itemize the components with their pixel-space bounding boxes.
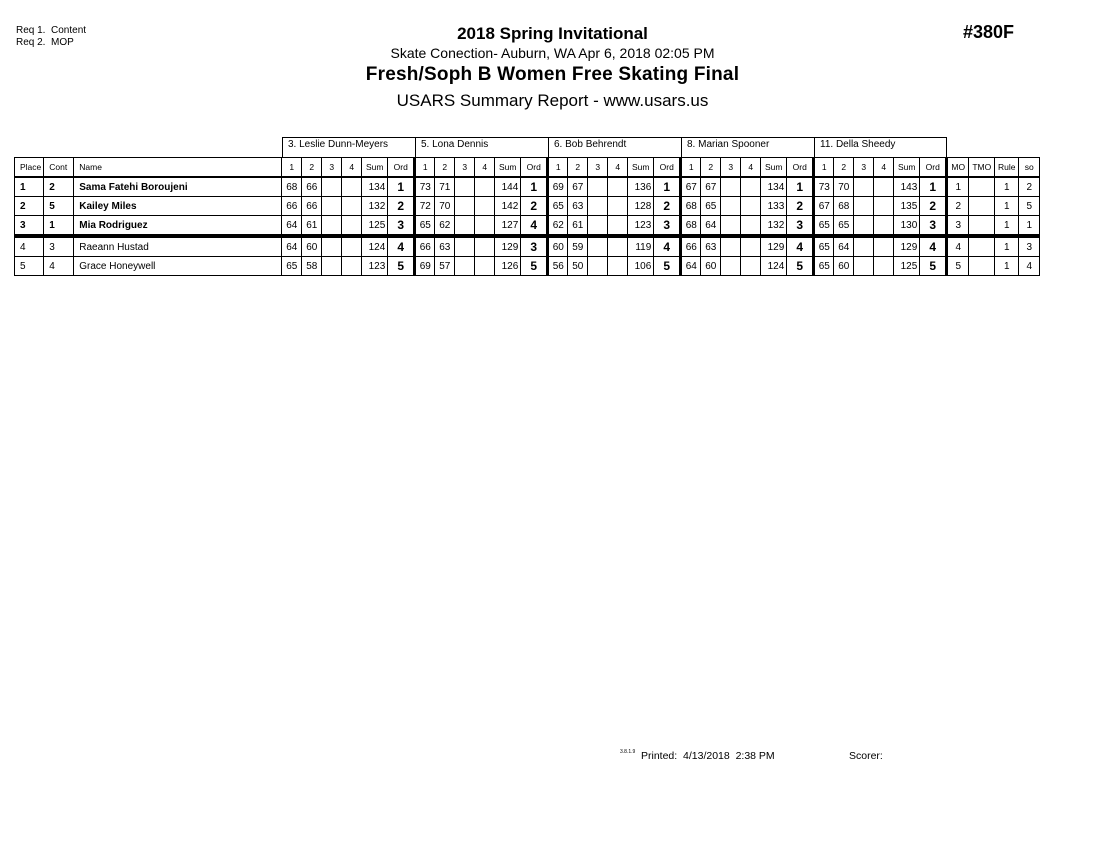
judge-5-score-4: 135 [894, 197, 920, 216]
table-row [15, 197, 1040, 216]
location-line: Skate Conection- Auburn, WA Apr 6, 2018 02:05 PM [390, 45, 715, 61]
judge-5-score-4: 143 [894, 177, 920, 197]
col-header-judge-3-1: 2 [568, 158, 588, 178]
judge-1-score-4: 132 [362, 197, 388, 216]
judge-3-score-5: 5 [654, 257, 681, 276]
event-id: #380F [963, 22, 1015, 42]
judge-3-score-2 [588, 177, 608, 197]
judge-2-score-2 [455, 177, 475, 197]
judge-4-score-3 [741, 236, 761, 257]
judge-5-score-0: 73 [814, 177, 834, 197]
judge-1-score-1: 58 [302, 257, 322, 276]
col-header-judge-4-5: Ord [787, 158, 814, 178]
col-header-judge-5-0: 1 [814, 158, 834, 178]
place-cell: 4 [15, 236, 44, 257]
rule-cell: 1 [995, 216, 1019, 237]
judge-2-score-4: 142 [495, 197, 521, 216]
judge-5-score-2 [854, 236, 874, 257]
judge-1-score-4: 125 [362, 216, 388, 237]
col-header-judge-5-3: 4 [874, 158, 894, 178]
judge-1-score-5: 4 [388, 236, 415, 257]
col-header-judge-1-4: Sum [362, 158, 388, 178]
mo-cell: 3 [947, 216, 969, 237]
judge-4-score-0: 64 [681, 257, 701, 276]
col-header-place: Place [15, 158, 44, 178]
judge-5-score-5: 2 [920, 197, 947, 216]
col-header-judge-3-0: 1 [548, 158, 568, 178]
judge-1-score-2 [322, 177, 342, 197]
judge-header-4: 8. Marian Spooner [681, 137, 814, 157]
col-header-judge-2-2: 3 [455, 158, 475, 178]
mo-cell: 1 [947, 177, 969, 197]
col-header-mo: MO [947, 158, 969, 178]
judge-1-score-4: 134 [362, 177, 388, 197]
tmo-cell [969, 236, 995, 257]
judge-2-score-1: 71 [435, 177, 455, 197]
judge-1-score-1: 66 [302, 177, 322, 197]
judge-4-score-5: 4 [787, 236, 814, 257]
judge-2-score-3 [475, 257, 495, 276]
judge-2-score-2 [455, 257, 475, 276]
judge-3-score-1: 67 [568, 177, 588, 197]
judge-4-score-2 [721, 197, 741, 216]
judge-1-score-3 [342, 236, 362, 257]
col-header-judge-3-3: 4 [608, 158, 628, 178]
scorer-label: Scorer: [849, 750, 883, 762]
col-header-judge-3-2: 3 [588, 158, 608, 178]
judge-5-score-5: 4 [920, 236, 947, 257]
col-header-tmo: TMO [969, 158, 995, 178]
col-header-judge-1-1: 2 [302, 158, 322, 178]
judge-1-score-2 [322, 216, 342, 237]
judge-5-score-4: 129 [894, 236, 920, 257]
judge-4-score-0: 68 [681, 197, 701, 216]
judge-3-score-4: 128 [628, 197, 654, 216]
judge-5-score-2 [854, 177, 874, 197]
judge-4-score-5: 5 [787, 257, 814, 276]
judge-1-score-5: 5 [388, 257, 415, 276]
col-header-cont: Cont [44, 158, 74, 178]
judge-3-score-2 [588, 197, 608, 216]
judge-1-score-5: 1 [388, 177, 415, 197]
mo-cell: 4 [947, 236, 969, 257]
col-header-judge-1-0: 1 [282, 158, 302, 178]
skater-name-cell: Sama Fatehi Boroujeni [74, 177, 282, 197]
judge-3-score-0: 62 [548, 216, 568, 237]
mo-cell: 5 [947, 257, 969, 276]
place-cell: 3 [15, 216, 44, 237]
judge-2-score-5: 1 [521, 177, 548, 197]
col-header-judge-3-5: Ord [654, 158, 681, 178]
judge-5-score-0: 65 [814, 216, 834, 237]
judge-4-score-3 [741, 257, 761, 276]
col-header-so: so [1019, 158, 1040, 178]
printed-timestamp: Printed: 4/13/2018 2:38 PM [641, 750, 775, 762]
skater-name-cell: Kailey Miles [74, 197, 282, 216]
judge-header-3: 6. Bob Behrendt [548, 137, 681, 157]
judge-2-score-0: 69 [415, 257, 435, 276]
judge-2-score-0: 66 [415, 236, 435, 257]
judge-2-score-4: 129 [495, 236, 521, 257]
judge-3-score-5: 1 [654, 177, 681, 197]
skater-name-cell: Mia Rodriguez [74, 216, 282, 237]
judge-4-score-1: 60 [701, 257, 721, 276]
judge-2-score-2 [455, 197, 475, 216]
table-row [15, 257, 1040, 276]
place-cell: 5 [15, 257, 44, 276]
col-header-judge-2-4: Sum [495, 158, 521, 178]
judge-1-score-0: 66 [282, 197, 302, 216]
judge-4-score-2 [721, 216, 741, 237]
col-header-judge-2-0: 1 [415, 158, 435, 178]
judge-2-score-1: 63 [435, 236, 455, 257]
judge-3-score-5: 2 [654, 197, 681, 216]
col-header-judge-5-1: 2 [834, 158, 854, 178]
judge-5-score-0: 65 [814, 257, 834, 276]
col-header-judge-4-3: 4 [741, 158, 761, 178]
col-header-judge-2-5: Ord [521, 158, 548, 178]
judge-1-score-5: 3 [388, 216, 415, 237]
event-name: Fresh/Soph B Women Free Skating Final [365, 64, 740, 85]
judge-2-score-2 [455, 216, 475, 237]
judge-5-score-5: 3 [920, 216, 947, 237]
column-header-row [15, 158, 1040, 178]
judge-3-score-3 [608, 216, 628, 237]
judge-4-score-4: 129 [761, 236, 787, 257]
judge-5-score-3 [874, 216, 894, 237]
judge-3-score-0: 56 [548, 257, 568, 276]
judge-2-score-4: 127 [495, 216, 521, 237]
col-header-judge-4-1: 2 [701, 158, 721, 178]
judge-3-score-5: 4 [654, 236, 681, 257]
judge-1-score-2 [322, 257, 342, 276]
judge-header-2: 5. Lona Dennis [415, 137, 548, 157]
col-header-judge-2-3: 4 [475, 158, 495, 178]
judge-3-score-3 [608, 236, 628, 257]
contestant-number-cell: 1 [44, 216, 74, 237]
mo-cell: 2 [947, 197, 969, 216]
judge-5-score-1: 65 [834, 216, 854, 237]
judge-2-score-3 [475, 216, 495, 237]
judge-1-score-0: 68 [282, 177, 302, 197]
so-cell: 2 [1019, 177, 1040, 197]
judge-1-score-2 [322, 197, 342, 216]
judge-3-score-3 [608, 177, 628, 197]
judge-4-score-4: 133 [761, 197, 787, 216]
contestant-number-cell: 5 [44, 197, 74, 216]
judge-3-score-4: 106 [628, 257, 654, 276]
judge-4-score-5: 3 [787, 216, 814, 237]
col-header-judge-3-4: Sum [628, 158, 654, 178]
judge-4-score-4: 124 [761, 257, 787, 276]
contestant-number-cell: 4 [44, 257, 74, 276]
report-title: USARS Summary Report - www.usars.us [396, 91, 709, 110]
judge-2-score-1: 70 [435, 197, 455, 216]
judge-4-score-4: 134 [761, 177, 787, 197]
judge-1-score-5: 2 [388, 197, 415, 216]
judge-2-score-0: 72 [415, 197, 435, 216]
judge-2-score-3 [475, 177, 495, 197]
judge-3-score-3 [608, 197, 628, 216]
requirement-1: Req 1. Content [16, 25, 87, 36]
col-header-name: Name [74, 158, 282, 178]
tmo-cell [969, 177, 995, 197]
judge-3-score-2 [588, 257, 608, 276]
judge-3-score-2 [588, 236, 608, 257]
col-header-judge-4-0: 1 [681, 158, 701, 178]
judge-3-score-4: 136 [628, 177, 654, 197]
so-cell: 1 [1019, 216, 1040, 237]
judge-4-score-1: 63 [701, 236, 721, 257]
requirement-2: Req 2. MOP [16, 37, 74, 48]
judge-1-score-3 [342, 257, 362, 276]
col-header-judge-1-5: Ord [388, 158, 415, 178]
judge-5-score-3 [874, 197, 894, 216]
judge-2-score-4: 144 [495, 177, 521, 197]
rule-cell: 1 [995, 236, 1019, 257]
contestant-number-cell: 2 [44, 177, 74, 197]
judge-1-score-3 [342, 177, 362, 197]
results-table [14, 157, 1040, 276]
tmo-cell [969, 216, 995, 237]
software-version: 3.8.1.9 [620, 749, 636, 755]
so-cell: 3 [1019, 236, 1040, 257]
col-header-judge-1-2: 3 [322, 158, 342, 178]
judge-5-score-2 [854, 197, 874, 216]
judge-5-score-5: 1 [920, 177, 947, 197]
judge-5-score-3 [874, 236, 894, 257]
col-header-judge-5-4: Sum [894, 158, 920, 178]
tmo-cell [969, 197, 995, 216]
judge-1-score-1: 60 [302, 236, 322, 257]
judge-1-score-1: 61 [302, 216, 322, 237]
judge-5-score-4: 125 [894, 257, 920, 276]
col-header-judge-5-2: 3 [854, 158, 874, 178]
judge-3-score-5: 3 [654, 216, 681, 237]
judge-5-score-4: 130 [894, 216, 920, 237]
judge-1-score-3 [342, 216, 362, 237]
judge-3-score-0: 69 [548, 177, 568, 197]
judge-2-score-5: 5 [521, 257, 548, 276]
judge-3-score-1: 50 [568, 257, 588, 276]
col-header-judge-4-2: 3 [721, 158, 741, 178]
judge-2-score-3 [475, 236, 495, 257]
judge-4-score-2 [721, 236, 741, 257]
judge-3-score-1: 59 [568, 236, 588, 257]
judge-header-5: 11. Della Sheedy [814, 137, 947, 157]
col-header-rule: Rule [995, 158, 1019, 178]
judge-1-score-1: 66 [302, 197, 322, 216]
judge-2-score-0: 73 [415, 177, 435, 197]
judge-headers [282, 137, 947, 157]
judge-4-score-3 [741, 197, 761, 216]
judge-2-score-1: 57 [435, 257, 455, 276]
so-cell: 5 [1019, 197, 1040, 216]
judge-5-score-1: 70 [834, 177, 854, 197]
judge-2-score-3 [475, 197, 495, 216]
judge-4-score-0: 66 [681, 236, 701, 257]
judge-1-score-4: 123 [362, 257, 388, 276]
judge-4-score-1: 64 [701, 216, 721, 237]
judge-2-score-1: 62 [435, 216, 455, 237]
judge-1-score-0: 64 [282, 236, 302, 257]
judge-2-score-0: 65 [415, 216, 435, 237]
col-header-judge-5-5: Ord [920, 158, 947, 178]
rule-cell: 1 [995, 177, 1019, 197]
judge-4-score-1: 67 [701, 177, 721, 197]
place-cell: 1 [15, 177, 44, 197]
judge-3-score-1: 61 [568, 216, 588, 237]
judge-1-score-2 [322, 236, 342, 257]
judge-4-score-0: 67 [681, 177, 701, 197]
judge-5-score-1: 60 [834, 257, 854, 276]
judge-3-score-4: 123 [628, 216, 654, 237]
judge-5-score-1: 68 [834, 197, 854, 216]
rule-cell: 1 [995, 197, 1019, 216]
judge-2-score-5: 4 [521, 216, 548, 237]
table-row [15, 216, 1040, 237]
judge-5-score-1: 64 [834, 236, 854, 257]
judge-2-score-4: 126 [495, 257, 521, 276]
judge-4-score-2 [721, 177, 741, 197]
judge-5-score-0: 67 [814, 197, 834, 216]
contestant-number-cell: 3 [44, 236, 74, 257]
judge-1-score-3 [342, 197, 362, 216]
judge-header-1: 3. Leslie Dunn-Meyers [282, 137, 415, 157]
judge-2-score-5: 2 [521, 197, 548, 216]
tmo-cell [969, 257, 995, 276]
judge-3-score-3 [608, 257, 628, 276]
competition-title: 2018 Spring Invitational [457, 24, 648, 43]
judge-4-score-0: 68 [681, 216, 701, 237]
judge-3-score-0: 60 [548, 236, 568, 257]
judge-3-score-1: 63 [568, 197, 588, 216]
col-header-judge-4-4: Sum [761, 158, 787, 178]
so-cell: 4 [1019, 257, 1040, 276]
judge-3-score-0: 65 [548, 197, 568, 216]
judge-5-score-2 [854, 257, 874, 276]
judge-2-score-5: 3 [521, 236, 548, 257]
judge-5-score-5: 5 [920, 257, 947, 276]
skater-name-cell: Grace Honeywell [74, 257, 282, 276]
judge-4-score-4: 132 [761, 216, 787, 237]
judge-4-score-1: 65 [701, 197, 721, 216]
judge-4-score-5: 2 [787, 197, 814, 216]
place-cell: 2 [15, 197, 44, 216]
skater-name-cell: Raeann Hustad [74, 236, 282, 257]
judge-1-score-0: 64 [282, 216, 302, 237]
judge-5-score-3 [874, 257, 894, 276]
table-row [15, 236, 1040, 257]
judge-1-score-4: 124 [362, 236, 388, 257]
judge-3-score-2 [588, 216, 608, 237]
judge-5-score-0: 65 [814, 236, 834, 257]
judge-3-score-4: 119 [628, 236, 654, 257]
judge-4-score-3 [741, 177, 761, 197]
col-header-judge-1-3: 4 [342, 158, 362, 178]
judge-4-score-5: 1 [787, 177, 814, 197]
judge-2-score-2 [455, 236, 475, 257]
col-header-judge-2-1: 2 [435, 158, 455, 178]
rule-cell: 1 [995, 257, 1019, 276]
judge-4-score-3 [741, 216, 761, 237]
judge-5-score-2 [854, 216, 874, 237]
judge-5-score-3 [874, 177, 894, 197]
table-row [15, 177, 1040, 197]
judge-4-score-2 [721, 257, 741, 276]
judge-1-score-0: 65 [282, 257, 302, 276]
